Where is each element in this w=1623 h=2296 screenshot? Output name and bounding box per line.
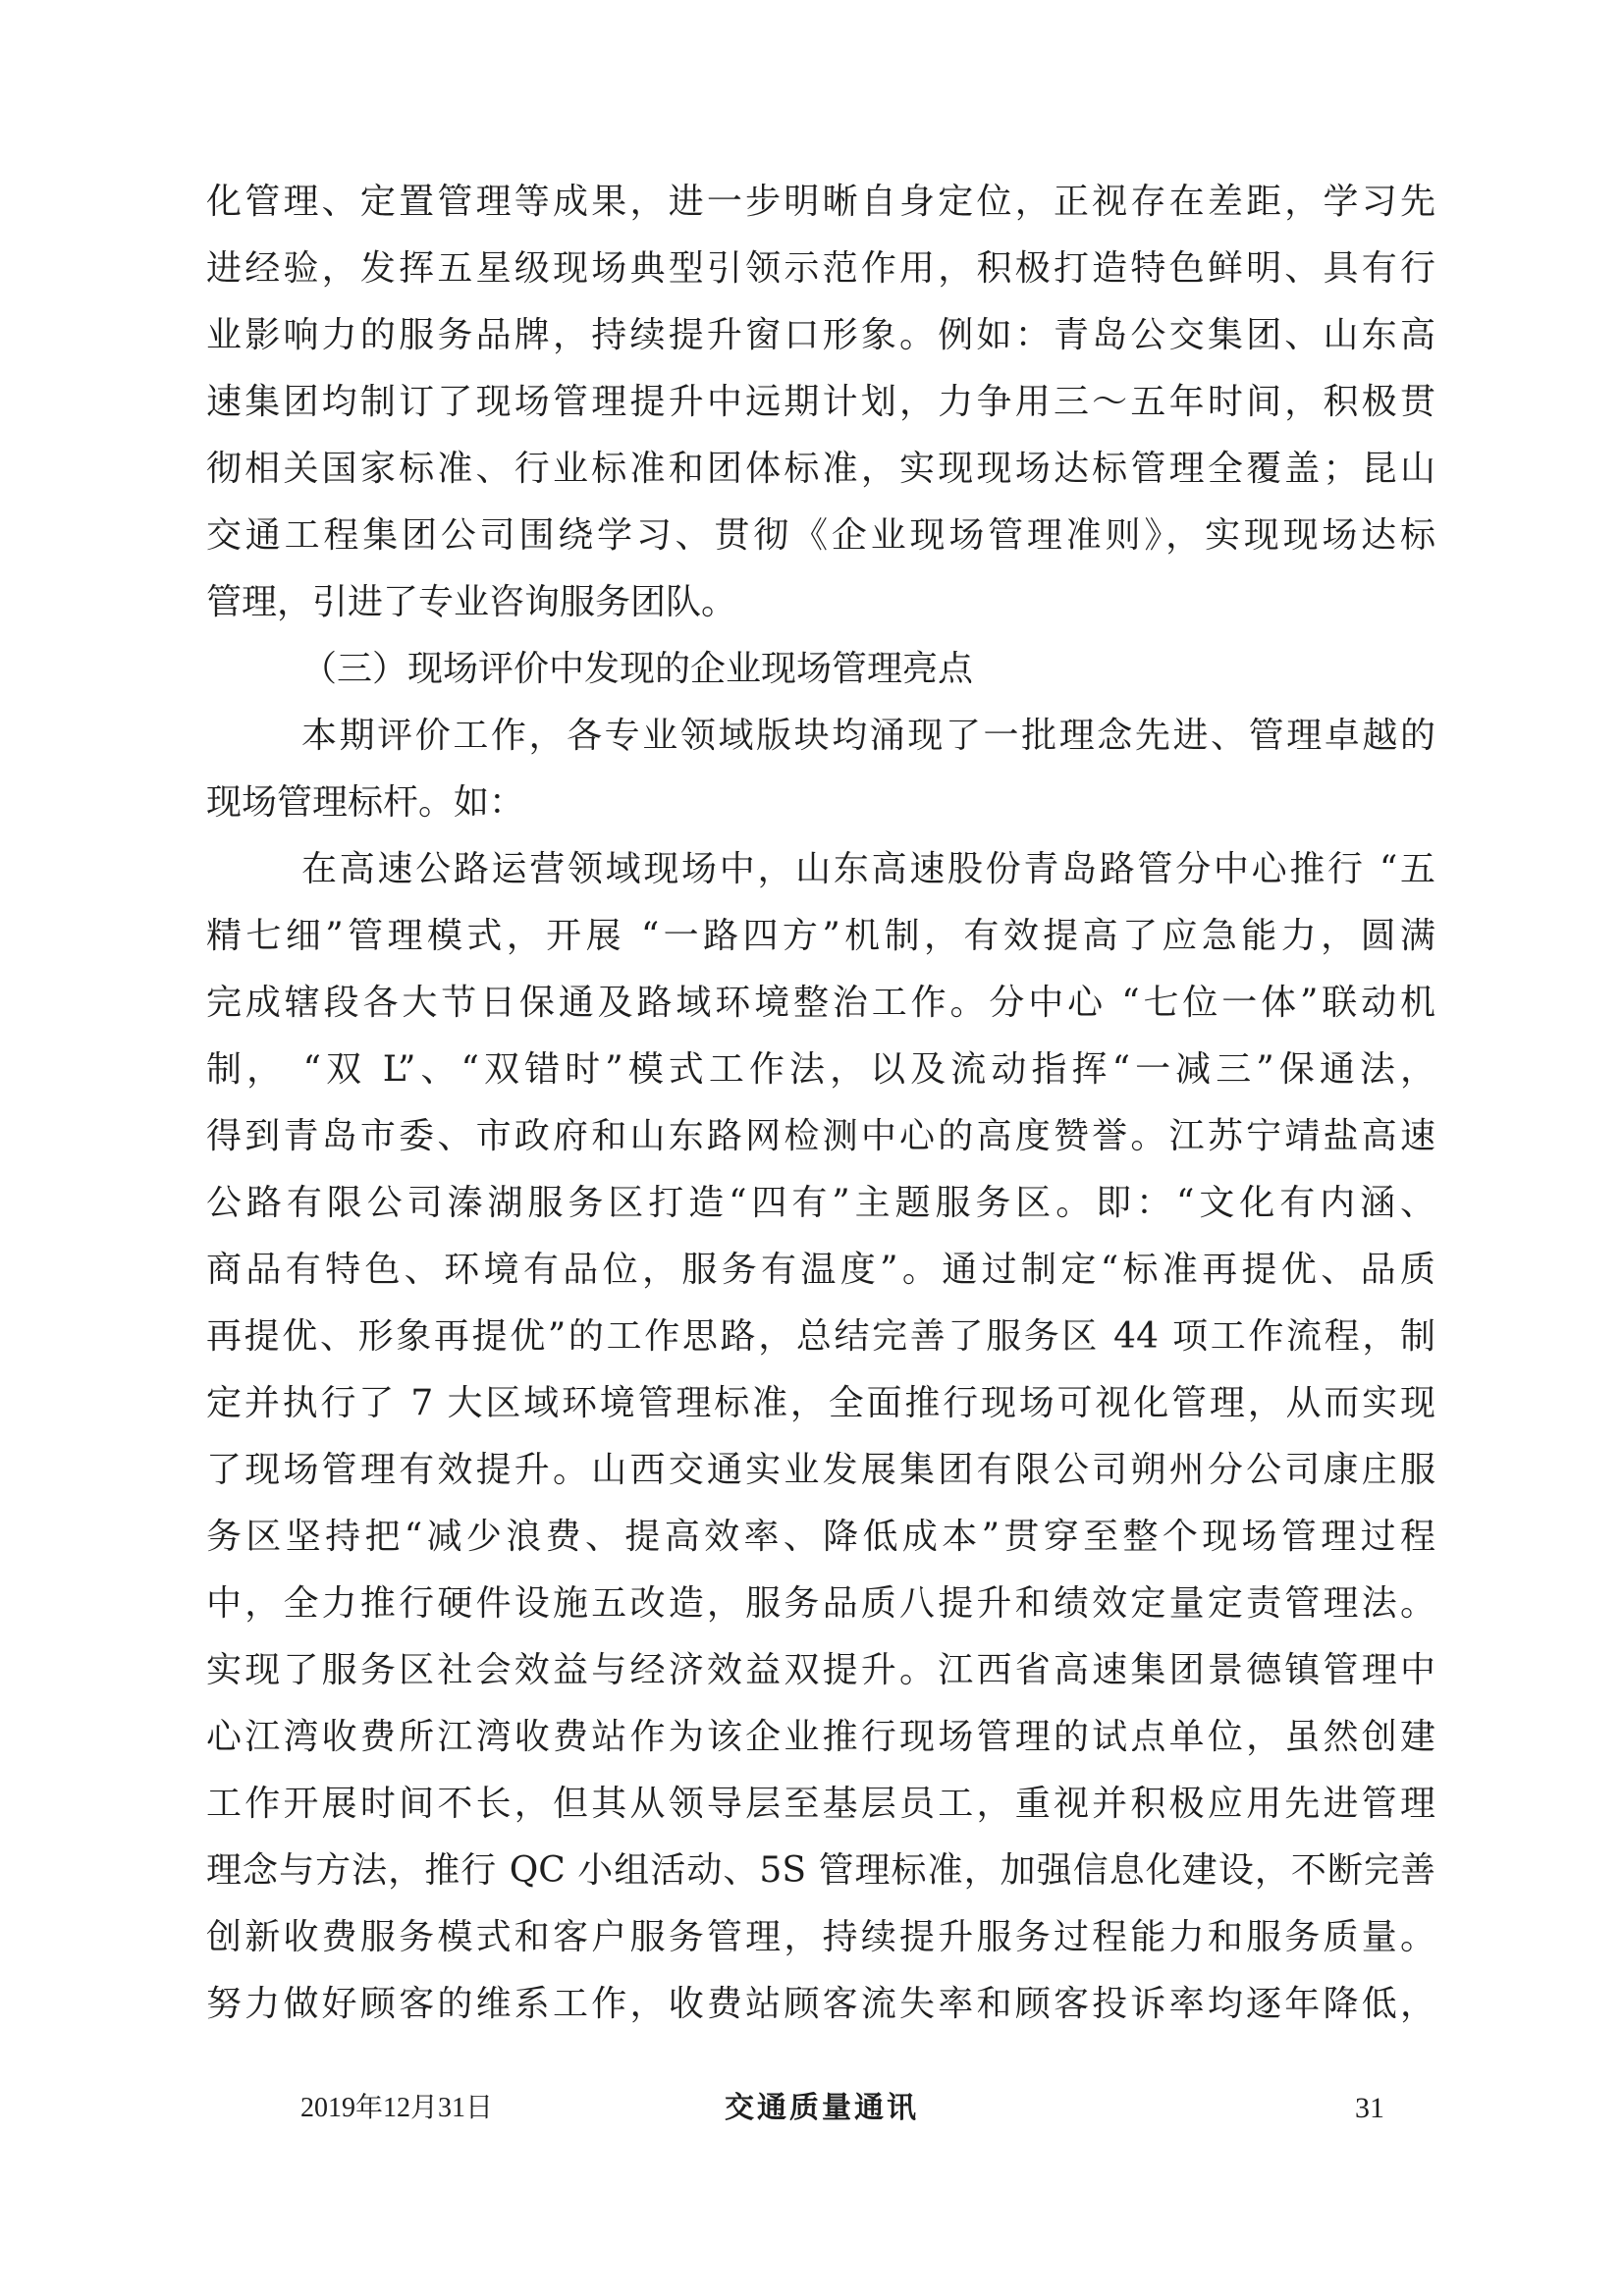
text-line: （三）现场评价中发现的企业现场管理亮点 [301,649,974,689]
text-line: 交通工程集团公司围绕学习、贯彻《企业现场管理准则》，实现现场达标 [206,515,1435,556]
text-line: 管理，引进了专业咨询服务团队。 [206,582,737,622]
text-line: 努力做好顾客的维系工作，收费站顾客流失率和顾客投诉率均逐年降低， [206,1984,1435,2024]
text-line: 完成辖段各大节日保通及路域环境整治工作。分中心 “七位一体”联动机 [206,983,1435,1023]
footer-publication-title: 交通质量通讯 [725,2091,919,2125]
text-line: 进经验，发挥五星级现场典型引领示范作用，积极打造特色鲜明、具有行 [206,248,1435,289]
text-line: 彻相关国家标准、行业标准和团体标准，实现现场达标管理全覆盖；昆山 [206,449,1435,489]
footer-page-number: 31 [1355,2092,1384,2124]
document-body [206,169,1435,2038]
text-line: 再提优、形象再提优”的工作思路，总结完善了服务区 44 项工作流程，制 [206,1316,1435,1357]
text-line: 务区坚持把“减少浪费、提高效率、降低成本”贯穿至整个现场管理过程 [206,1517,1435,1557]
text-line: 本期评价工作，各专业领域版块均涌现了一批理念先进、管理卓越的 [301,716,1435,756]
text-line: 速集团均制订了现场管理提升中远期计划，力争用三～五年时间，积极贯 [206,382,1435,422]
text-line: 了现场管理有效提升。山西交通实业发展集团有限公司朔州分公司康庄服 [206,1450,1435,1490]
text-line: 现场管理标杆。如： [206,782,525,823]
text-line: 心江湾收费所江湾收费站作为该企业推行现场管理的试点单位，虽然创建 [206,1717,1435,1757]
text-line: 制， “双 L”、“双错时”模式工作法，以及流动指挥“一减三”保通法， [206,1049,1435,1090]
text-line: 得到青岛市委、市政府和山东路网检测中心的高度赞誉。江苏宁靖盐高速 [206,1116,1435,1156]
text-line: 创新收费服务模式和客户服务管理，持续提升服务过程能力和服务质量。 [206,1917,1435,1957]
text-line: 理念与方法，推行 QC 小组活动、5S 管理标准，加强信息化建设，不断完善 [206,1850,1435,1891]
text-line: 化管理、定置管理等成果，进一步明晰自身定位，正视存在差距，学习先 [206,182,1435,222]
text-line: 定并执行了 7 大区域环境管理标准，全面推行现场可视化管理，从而实现 [206,1383,1435,1423]
text-line: 中，全力推行硬件设施五改造，服务品质八提升和绩效定量定责管理法。 [206,1583,1435,1624]
text-line: 工作开展时间不长，但其从领导层至基层员工，重视并积极应用先进管理 [206,1784,1435,1824]
text-line: 在高速公路运营领域现场中，山东高速股份青岛路管分中心推行 “五 [301,849,1435,889]
page-footer [0,2085,1623,2132]
text-line: 商品有特色、环境有品位，服务有温度”。通过制定“标准再提优、品质 [206,1250,1435,1290]
text-line: 业影响力的服务品牌，持续提升窗口形象。例如：青岛公交集团、山东高 [206,315,1435,355]
text-line: 公路有限公司溱湖服务区打造“四有”主题服务区。即：“文化有内涵、 [206,1183,1435,1223]
footer-date: 2019年12月31日 [300,2093,494,2123]
text-line: 精七细”管理模式，开展 “一路四方”机制，有效提高了应急能力，圆满 [206,916,1435,956]
text-line: 实现了服务区社会效益与经济效益双提升。江西省高速集团景德镇管理中 [206,1650,1435,1690]
